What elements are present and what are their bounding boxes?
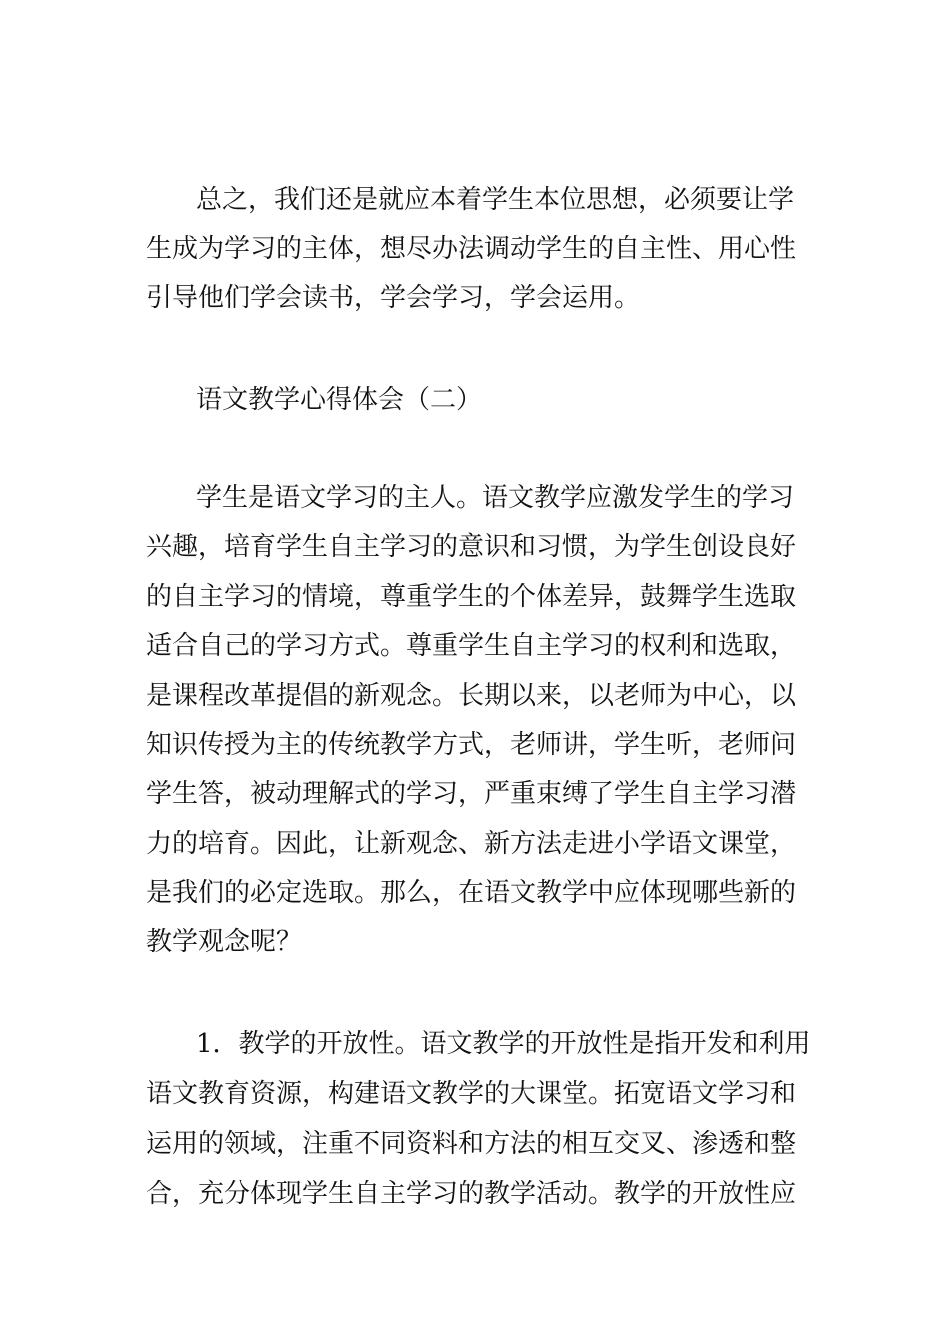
paragraph-3-line: 合，充分体现学生自主学习的教学活动。教学的开放性应 [146, 1179, 797, 1209]
paragraph-3-line: 语文教育资源，构建语文教学的大课堂。拓宽语文学习和 [146, 1079, 797, 1109]
paragraph-2-line: 适合自己的学习方式。尊重学生自主学习的权利和选取， [146, 631, 797, 661]
paragraph-2-line: 教学观念呢？ [146, 927, 303, 957]
paragraph-1-line: 总之，我们还是就应本着学生本位思想，必须要让学 [196, 185, 795, 215]
paragraph-2-line: 的自主学习的情境，尊重学生的个体差异，鼓舞学生选取 [146, 582, 797, 612]
section-heading: 语文教学心得体会（二） [196, 385, 483, 415]
paragraph-2-line: 力的培育。因此，让新观念、新方法走进小学语文课堂， [146, 829, 797, 859]
paragraph-2-line: 学生是语文学习的主人。语文教学应激发学生的学习 [196, 483, 795, 513]
paragraph-2-line: 是我们的必定选取。那么，在语文教学中应体现哪些新的 [146, 878, 797, 908]
paragraph-3-line: 运用的领域，注重不同资料和方法的相互交叉、渗透和整 [146, 1129, 797, 1159]
paragraph-2-line: 是课程改革提倡的新观念。长期以来，以老师为中心，以 [146, 681, 797, 711]
paragraph-1-line: 引导他们学会读书，学会学习，学会运用。 [146, 283, 641, 313]
paragraph-2-line: 知识传授为主的传统教学方式，老师讲，学生听，老师问 [146, 730, 797, 760]
paragraph-2-line: 兴趣，培育学生自主学习的意识和习惯，为学生创设良好 [146, 532, 797, 562]
paragraph-1-line: 生成为学习的主体，想尽办法调动学生的自主性、用心性 [146, 234, 797, 264]
paragraph-3-line: 1．教学的开放性。语文教学的开放性是指开发和利用 [196, 1029, 811, 1059]
paragraph-2-line: 学生答，被动理解式的学习，严重束缚了学生自主学习潜 [146, 779, 797, 809]
